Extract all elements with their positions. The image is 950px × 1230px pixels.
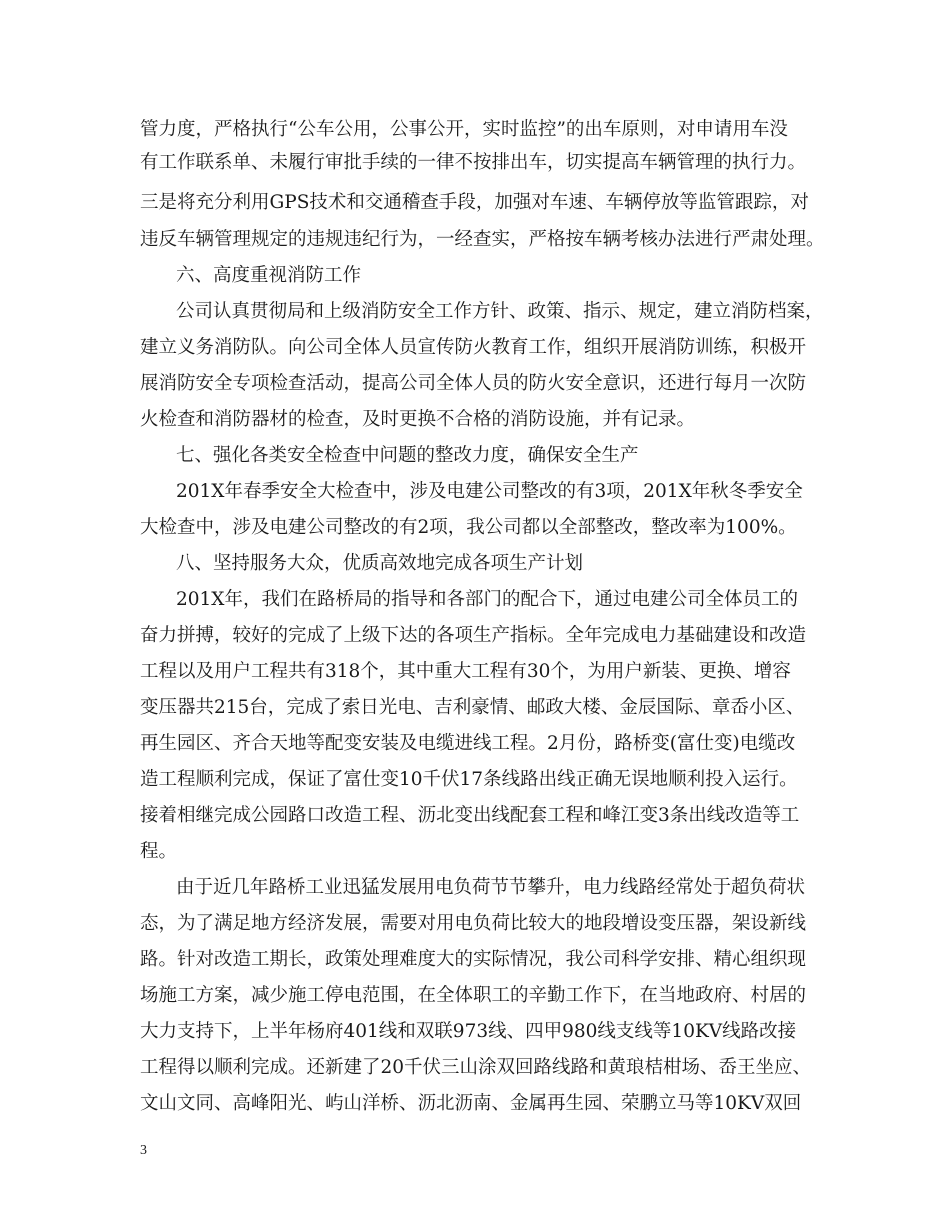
text-line: 态，为了满足地方经济发展，需要对用电负荷比较大的地段增设变压器，架设新线 bbox=[140, 913, 807, 934]
text-line: 201X年春季安全大检查中，涉及电建公司整改的有3项，201X年秋冬季安全 bbox=[176, 481, 803, 502]
text-line: 路。针对改造工期长，政策处理难度大的实际情况，我公司科学安排、精心组织现 bbox=[140, 949, 807, 970]
text-line: 有工作联系单、未履行审批手续的一律不按排出车，切实提高车辆管理的执行力。 bbox=[140, 152, 807, 173]
section-heading: 七、强化各类安全检查中问题的整改力度，确保安全生产 bbox=[176, 445, 639, 466]
page-number: 3 bbox=[140, 1143, 147, 1158]
text-line: 管力度，严格执行“公车公用，公事公开，实时监控”的出车原则，对申请用车没 bbox=[140, 119, 788, 140]
text-line: 奋力拼搏，较好的完成了上级下达的各项生产指标。全年完成电力基础建设和改造 bbox=[140, 625, 807, 646]
text-line: 大检查中，涉及电建公司整改的有2项，我公司都以全部整改，整改率为100%。 bbox=[140, 517, 797, 538]
text-line: 程。 bbox=[140, 841, 178, 862]
text-line: 展消防安全专项检查活动，提高公司全体人员的防火安全意识，还进行每月一次防 bbox=[140, 373, 807, 394]
text-line: 场施工方案，减少施工停电范围，在全体职工的辛勤工作下，在当地政府、村居的 bbox=[140, 985, 807, 1006]
text-line: 违反车辆管理规定的违规违纪行为，一经查实，严格按车辆考核办法进行严肃处理。 bbox=[140, 229, 825, 250]
text-line: 工程以及用户工程共有318个，其中重大工程有30个，为用户新装、更换、增容 bbox=[140, 661, 791, 682]
text-line: 文山文同、高峰阳光、屿山洋桥、沥北沥南、金属再生园、荣鹏立马等10KV双回 bbox=[140, 1093, 802, 1114]
text-line: 变压器共215台，完成了索日光电、吉利豪情、邮政大楼、金辰国际、章岙小区、 bbox=[140, 697, 805, 718]
text-line: 201X年，我们在路桥局的指导和各部门的配合下，通过电建公司全体员工的 bbox=[176, 589, 798, 610]
text-line: 造工程顺利完成，保证了富仕变10千伏17条线路出线正确无误地顺利投入运行。 bbox=[140, 769, 798, 790]
text-line: 由于近几年路桥工业迅猛发展用电负荷节节攀升，电力线路经常处于超负荷状 bbox=[176, 877, 806, 898]
text-line: 大力支持下，上半年杨府401线和双联973线、四甲980线支线等10KV线路改接 bbox=[140, 1021, 797, 1042]
text-line: 三是将充分利用GPS技术和交通稽查手段，加强对车速、车辆停放等监管跟踪，对 bbox=[140, 192, 809, 213]
text-line: 建立义务消防队。向公司全体人员宣传防火教育工作，组织开展消防训练，积极开 bbox=[140, 337, 807, 358]
text-line: 公司认真贯彻局和上级消防安全工作方针、政策、指示、规定，建立消防档案， bbox=[176, 301, 824, 322]
text-line: 工程得以顺利完成。还新建了20千伏三山涂双回路线路和黄琅桔柑场、岙王坐应、 bbox=[140, 1057, 812, 1078]
text-line: 接着相继完成公园路口改造工程、沥北变出线配套工程和峰江变3条出线改造等工 bbox=[140, 805, 800, 826]
section-heading: 六、高度重视消防工作 bbox=[176, 265, 362, 286]
section-heading: 八、坚持服务大众，优质高效地完成各项生产计划 bbox=[176, 553, 584, 574]
text-line: 再生园区、齐合天地等配变安装及电缆进线工程。2月份，路桥变(富仕变)电缆改 bbox=[140, 733, 796, 754]
text-line: 火检查和消防器材的检查，及时更换不合格的消防设施，并有记录。 bbox=[140, 409, 696, 430]
